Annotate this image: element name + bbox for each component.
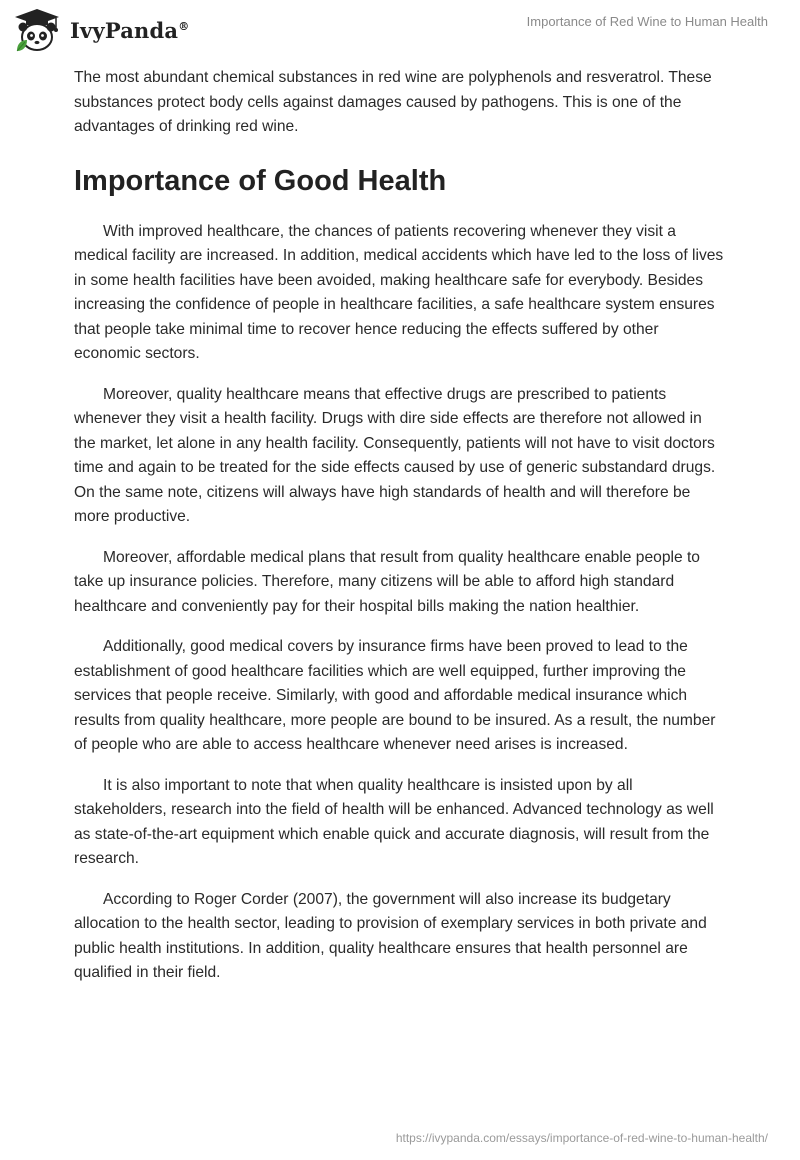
body-paragraph: Additionally, good medical covers by insurance firms have been proved to lead to the establishment of good healthcare facilities which are well equipped, further improving the services that people receive. Similarly, with good and affordable medical insurance which results from quality healthcare, more people are bound to be insured. As a result, the number of people who are able to access healthcare whenever need arises is increased. (74, 638, 716, 753)
body-paragraph: With improved healthcare, the chances of patients recovering whenever they visit a medical facility are increased. In addition, medical accidents which have led to the loss of lives in some health facilities have been avoided, making healthcare safe for everybody. Besides increasing the confidence of people in healthcare facilities, a safe healthcare system ensures that people take minimal time to recover hence reducing the effects suffered by other economic sectors. (74, 222, 724, 362)
ivypanda-logo[interactable] (12, 8, 189, 52)
intro-paragraph: The most abundant chemical substances in red wine are polyphenols and resveratrol. These substances protect body cells against damages caused by pathogens. This is one of the advantages of drinking red wine. (74, 69, 712, 135)
panda-graduate-icon (12, 7, 62, 53)
page-header (0, 0, 800, 60)
document-title: Importance of Red Wine to Human Health (526, 14, 768, 29)
source-url[interactable]: https://ivypanda.com/essays/importance-of-red-wine-to-human-health/ (395, 1131, 768, 1145)
body-paragraph: It is also important to note that when quality healthcare is insisted upon by all stakeholders, research into the field of health will be enhanced. Advanced technology as well as state-of-the-art equipment which enable quick and accurate diagnosis, will result from the research. (74, 776, 714, 867)
brand-name: IvyPanda® (70, 17, 190, 43)
body-paragraph: Moreover, affordable medical plans that result from quality healthcare enable people to take up insurance policies. Therefore, many citizens will be able to afford high standard healthcare and conveniently pay for their hospital bills making the nation healthier. (74, 548, 700, 615)
section-heading: Importance of Good Health (74, 164, 447, 197)
body-paragraph: Moreover, quality healthcare means that effective drugs are prescribed to patients whenever they visit a health facility. Drugs with dire side effects are therefore not allowed in the market, let alone in any health facility. Consequently, patients will not have to visit doctors time and again to be treated for the side effects caused by use of generic substandard drugs. On the same note, citizens will always have high standards of health and will therefore be more productive. (74, 385, 716, 525)
body-paragraph: According to Roger Corder (2007), the government will also increase its budgetary allocation to the health sector, leading to provision of exemplary services in both private and public health institutions. In addition, quality healthcare ensures that health personnel are qualified in their field. (74, 890, 707, 981)
essay-content (74, 66, 726, 1002)
